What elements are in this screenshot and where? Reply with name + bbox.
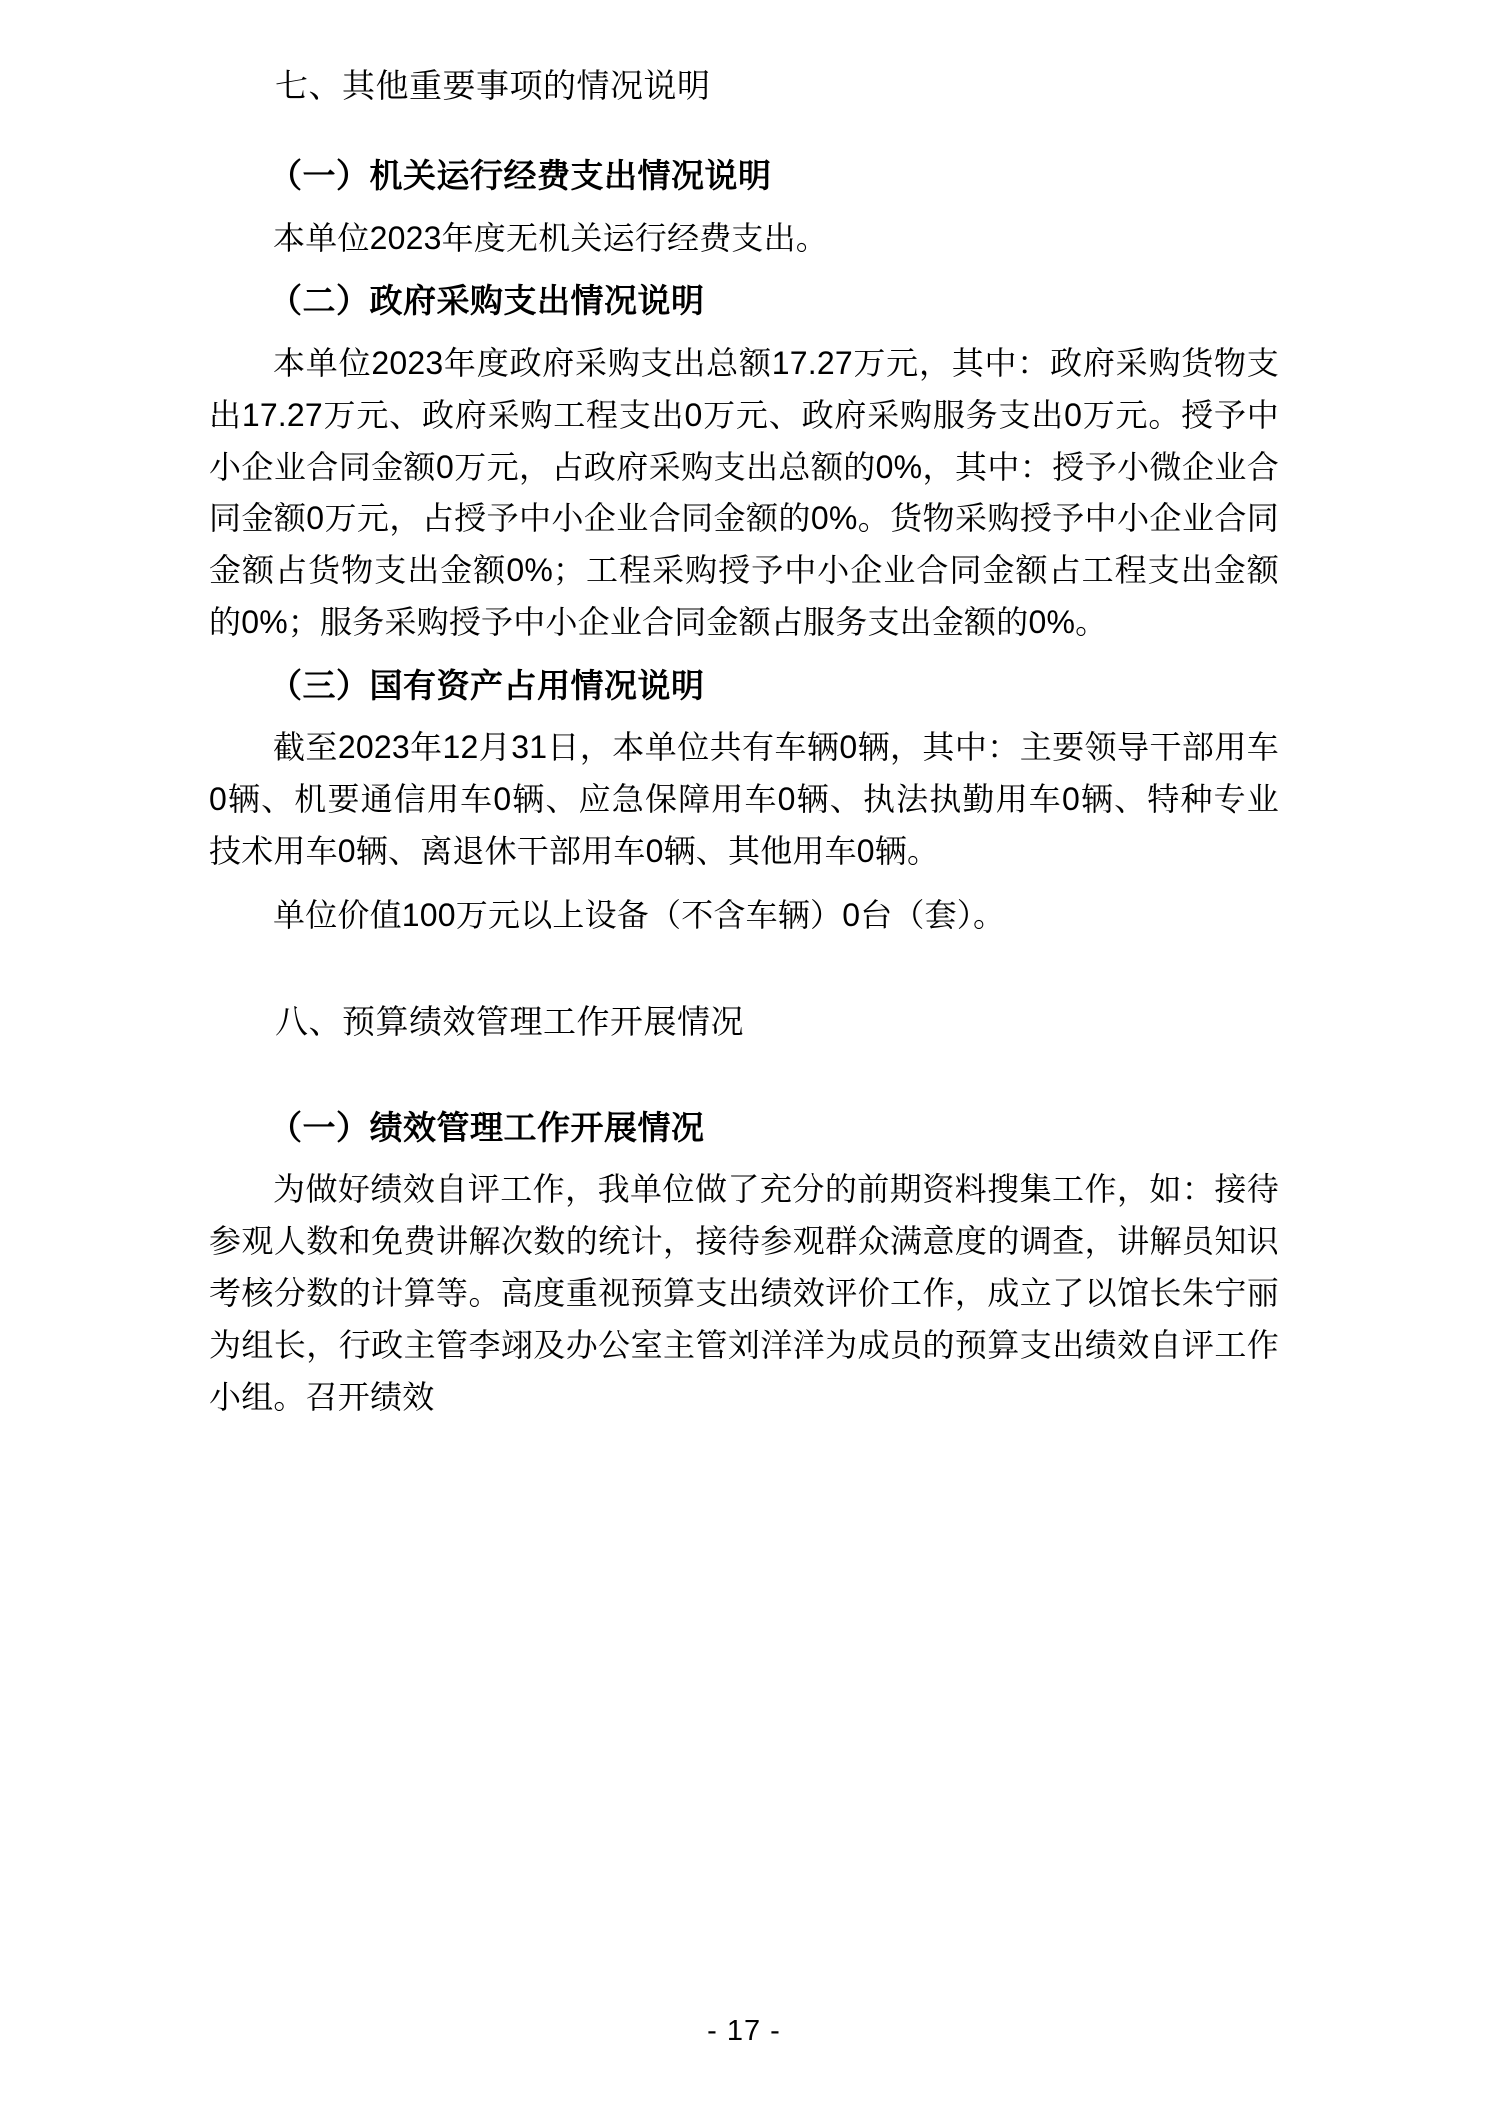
spacer <box>209 137 1279 151</box>
spacer <box>209 954 1279 996</box>
page-number: - 17 - <box>707 2015 781 2047</box>
subsection-2-paragraph: 本单位2023年度政府采购支出总额17.27万元，其中：政府采购货物支出17.27万元、政府采购工程支出0万元、政府采购服务支出0万元。授予中小企业合同金额0万元，占政府采购支出总额的0%，其中：授予小微企业合同金额0万元，占授予中小企业合同金额的0%。货物采购授予中小企业合同金额占货物支出金额0%；工程采购授予中小企业合同金额占工程支出金额的0%；服务采购授予中小企业合同金额占服务支出金额的0%。 <box>209 344 1279 641</box>
subsection-heading-1: （一）机关运行经费支出情况说明 <box>269 157 772 195</box>
section-heading-7: 七、其他重要事项的情况说明 <box>275 67 711 104</box>
subsection-1-paragraph: 本单位2023年度无机关运行经费支出。 <box>273 219 828 256</box>
subsection-heading-3: （三）国有资产占用情况说明 <box>269 666 705 704</box>
section-heading-8: 八、预算绩效管理工作开展情况 <box>275 1002 744 1040</box>
subsection-3-paragraph-2: 单位价值100万元以上设备（不含车辆）0台（套）。 <box>273 896 1006 933</box>
document-body <box>209 60 1279 1424</box>
subsection-4-paragraph: 为做好绩效自评工作，我单位做了充分的前期资料搜集工作，如：接待参观人数和免费讲解次数的统计，接待参观群众满意度的调查，讲解员知识考核分数的计算等。高度重视预算支出绩效评价工作，成立了以馆长朱宁丽为组长，行政主管李翊及办公室主管刘洋洋为成员的预算支出绩效自评工作小组。召开绩效 <box>209 1171 1279 1415</box>
subsection-3-paragraph-1: 截至2023年12月31日，本单位共有车辆0辆，其中：主要领导干部用车0辆、机要通信用车0辆、应急保障用车0辆、执法执勤用车0辆、特种专业技术用车0辆、离退休干部用车0辆、其他用车0辆。 <box>209 729 1279 870</box>
subsection-heading-2: （二）政府采购支出情况说明 <box>269 282 705 320</box>
spacer <box>209 1073 1279 1103</box>
subsection-heading-4: （一）绩效管理工作开展情况 <box>269 1108 705 1146</box>
